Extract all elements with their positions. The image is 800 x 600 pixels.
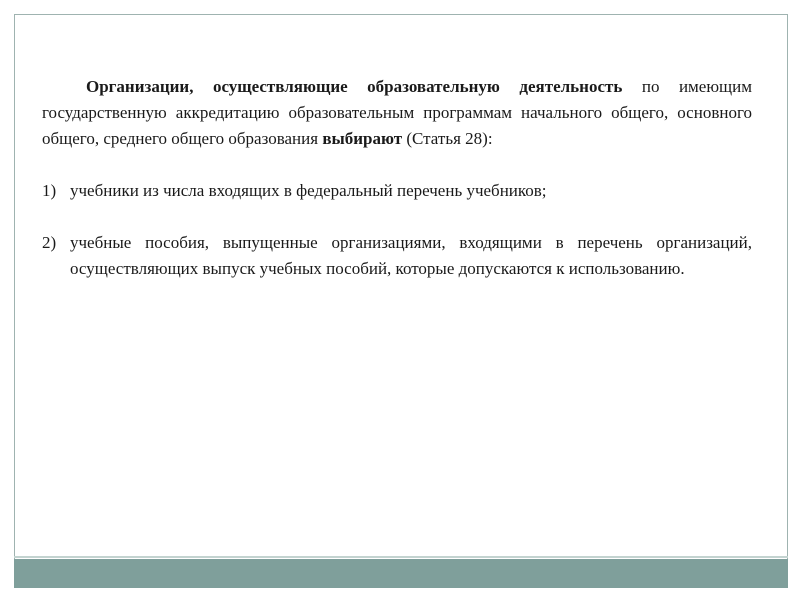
intro-bold-lead: Организации, осуществляющие образовательную деятельность [86,77,623,96]
intro-text-middle: по имеющим государственную аккредитацию образовательным программам начального общего, основного общего, среднего общего образования [42,77,753,148]
list-item [42,178,752,204]
list-item-number: 1) [42,181,57,200]
bottom-bar-highlight [14,556,788,558]
list-item [42,230,752,282]
bottom-bar [14,559,788,588]
list-item-text: учебные пособия, выпущенные организациями, входящими в перечень организаций, осуществляющих выпуск учебных пособий, которые допускаются к использованию. [70,233,752,278]
intro-paragraph [42,74,752,152]
slide-content [42,74,752,308]
list-item-text: учебники из числа входящих в федеральный перечень учебников; [70,181,547,200]
intro-text-tail: (Статья 28): [402,129,493,148]
intro-bold-verb: выбирают [322,129,403,148]
numbered-list [42,178,752,282]
list-item-number: 2) [42,233,57,252]
